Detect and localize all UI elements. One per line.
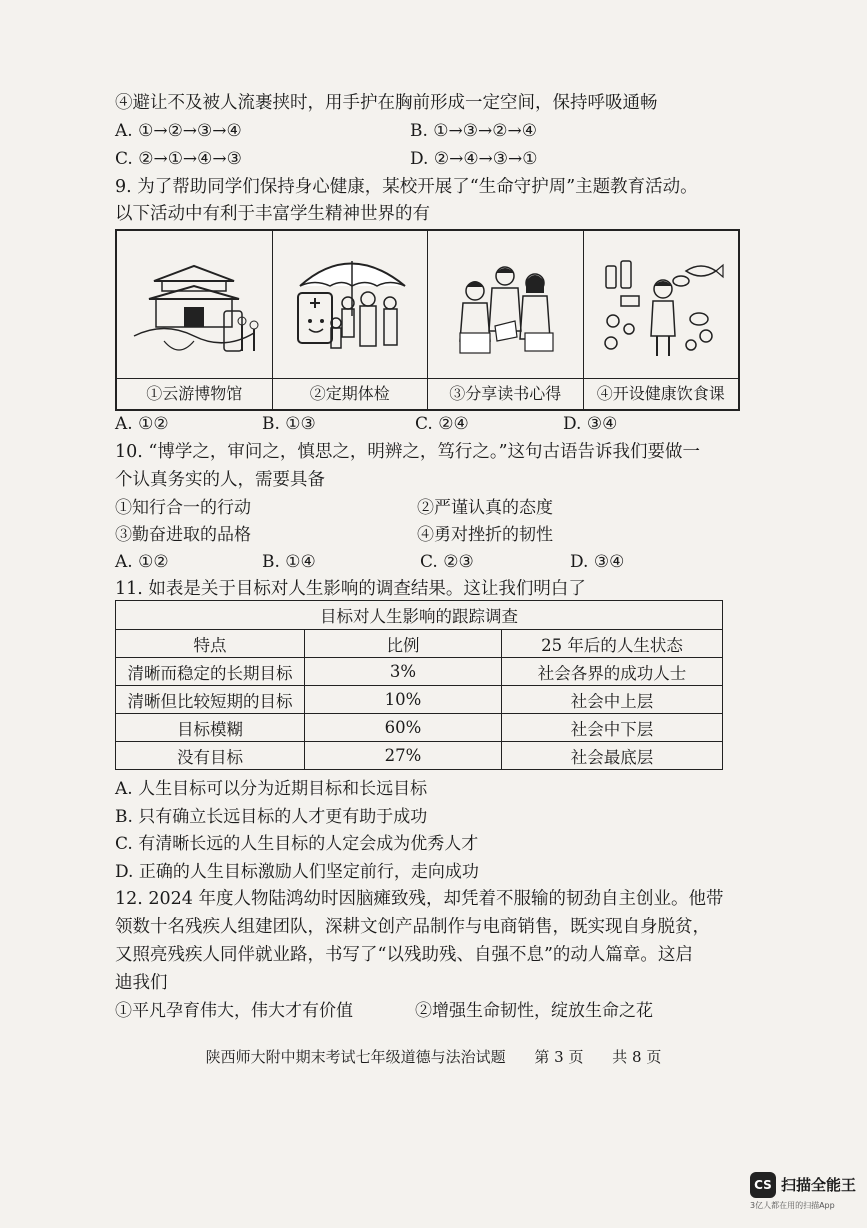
q11-option-a: A. 人生目标可以分为近期目标和长远目标 <box>115 779 428 799</box>
page-footer <box>0 1046 867 1067</box>
table-row <box>116 658 723 686</box>
q9-panel-museum <box>117 231 273 409</box>
table-header-state: 25 年后的人生状态 <box>502 630 723 658</box>
q11-stem: 11. 如表是关于目标对人生影响的调查结果。这让我们明白了 <box>115 579 586 599</box>
q11-option-c: C. 有清晰长远的人生目标的人定会成为优秀人才 <box>115 834 479 854</box>
footer-page-total: 共 8 页 <box>612 1048 662 1066</box>
q11-option-d: D. 正确的人生目标激励人们坚定前行，走向成功 <box>115 862 479 882</box>
q9-picture-strip <box>115 229 740 411</box>
table-caption: 目标对人生影响的跟踪调查 <box>116 601 723 630</box>
q12-stem-line-4: 迪我们 <box>115 973 168 993</box>
q10-stem-line-2: 个认真务实的人，需要具备 <box>115 470 325 490</box>
table-cell: 清晰但比较短期的目标 <box>116 686 305 714</box>
scanner-watermark <box>745 1167 860 1217</box>
table-cell: 社会各界的成功人士 <box>502 658 723 686</box>
q11-option-b: B. 只有确立长远目标的人才更有助于成功 <box>115 807 428 827</box>
q10-option-a: A. ①② <box>115 552 169 572</box>
table-cell: 没有目标 <box>116 742 305 770</box>
q10-item-1: ①知行合一的行动 <box>115 498 251 518</box>
table-row <box>116 714 723 742</box>
q12-stem-line-1: 12. 2024 年度人物陆鸿幼时因脑瘫致残，却凭着不服输的韧劲自主创业。他带 <box>115 889 724 909</box>
q10-item-4: ④勇对挫折的韧性 <box>417 525 553 545</box>
diet-illustration-icon <box>591 241 731 369</box>
q9-panel-reading <box>428 231 584 409</box>
table-cell: 社会最底层 <box>502 742 723 770</box>
table-cell: 社会中下层 <box>502 714 723 742</box>
table-cell: 清晰而稳定的长期目标 <box>116 658 305 686</box>
table-cell: 27% <box>305 742 502 770</box>
q8-option-a: A. ①→②→③→④ <box>115 121 242 141</box>
reading-illustration-icon <box>435 241 575 369</box>
camscanner-logo-icon: CS <box>750 1172 776 1198</box>
q12-stem-line-3: 又照亮残疾人同伴就业路，书写了“以残助残、自强不息”的动人篇章。这启 <box>115 945 693 965</box>
q9-option-c: C. ②④ <box>415 414 469 434</box>
q8-option-d: D. ②→④→③→① <box>410 149 538 169</box>
q10-stem-line-1: 10. “博学之，审问之，慎思之，明辨之，笃行之。”这句古语告诉我们要做一 <box>115 442 701 462</box>
checkup-illustration-icon <box>280 241 420 369</box>
q9-option-a: A. ①② <box>115 414 169 434</box>
q10-item-3: ③勤奋进取的品格 <box>115 525 251 545</box>
q10-option-c: C. ②③ <box>420 552 474 572</box>
q8-item-4: ④避让不及被人流裹挟时，用手护在胸前形成一定空间，保持呼吸通畅 <box>115 93 658 113</box>
footer-page-number: 第 3 页 <box>534 1048 584 1066</box>
table-header-feature: 特点 <box>116 630 305 658</box>
table-cell: 目标模糊 <box>116 714 305 742</box>
watermark-tagline: 3亿人都在用的扫描App <box>750 1201 835 1210</box>
q9-option-d: D. ③④ <box>563 414 618 434</box>
q9-caption-4: ④开设健康饮食课 <box>584 378 739 409</box>
q9-option-b: B. ①③ <box>262 414 316 434</box>
q9-stem-line-1: 9. 为了帮助同学们保持身心健康，某校开展了“生命守护周”主题教育活动。 <box>115 177 698 197</box>
q9-stem-line-2: 以下活动中有利于丰富学生精神世界的有 <box>115 204 430 224</box>
table-cell: 3% <box>305 658 502 686</box>
footer-exam-title: 陕西师大附中期末考试七年级道德与法治试题 <box>205 1048 506 1066</box>
watermark-app-name: 扫描全能王 <box>781 1176 857 1194</box>
q10-option-d: D. ③④ <box>570 552 625 572</box>
table-cell: 60% <box>305 714 502 742</box>
q8-option-c: C. ②→①→④→③ <box>115 149 242 169</box>
q9-caption-3: ③分享读书心得 <box>428 378 583 409</box>
q12-item-1: ①平凡孕育伟大，伟大才有价值 <box>115 1001 353 1021</box>
q12-stem-line-2: 领数十名残疾人组建团队，深耕文创产品制作与电商销售，既实现自身脱贫， <box>115 917 710 937</box>
museum-illustration-icon <box>124 241 264 369</box>
table-cell: 社会中上层 <box>502 686 723 714</box>
q9-caption-2: ②定期体检 <box>273 378 428 409</box>
q12-item-2: ②增强生命韧性，绽放生命之花 <box>415 1001 653 1021</box>
q11-survey-table <box>115 600 723 770</box>
table-cell: 10% <box>305 686 502 714</box>
q10-item-2: ②严谨认真的态度 <box>417 498 553 518</box>
table-header-ratio: 比例 <box>305 630 502 658</box>
table-row <box>116 742 723 770</box>
q10-option-b: B. ①④ <box>262 552 316 572</box>
q9-panel-diet <box>584 231 739 409</box>
q9-caption-1: ①云游博物馆 <box>117 378 272 409</box>
q8-option-b: B. ①→③→②→④ <box>410 121 537 141</box>
q9-panel-checkup <box>273 231 429 409</box>
table-header-row <box>116 630 723 658</box>
table-row <box>116 686 723 714</box>
